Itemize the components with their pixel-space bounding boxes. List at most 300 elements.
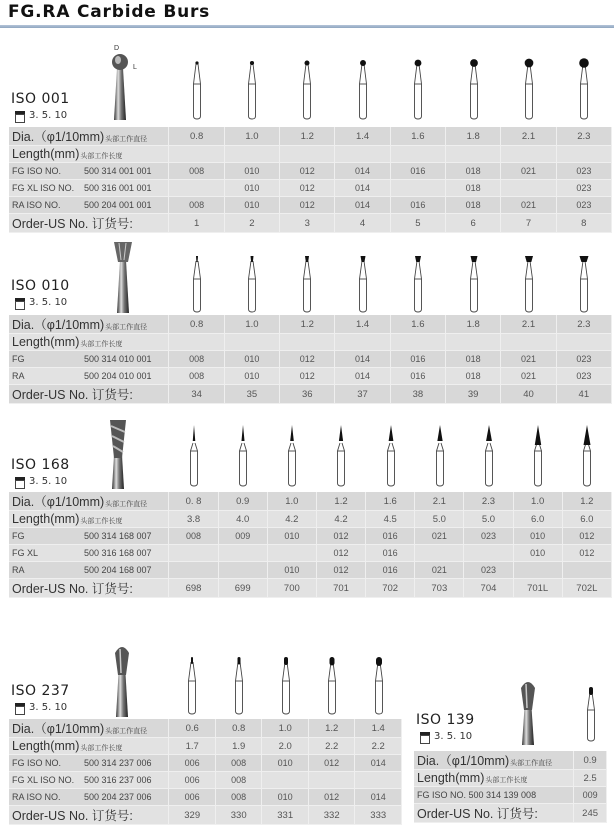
- pack-sizes: [14, 110, 67, 121]
- cell: 010: [224, 163, 279, 180]
- cell: [169, 146, 224, 163]
- iso-code: 500 204 168 007: [84, 565, 152, 575]
- iso-label: ISO 237: [11, 683, 70, 699]
- spec-table: [414, 751, 607, 823]
- cell: 1.7: [169, 738, 216, 755]
- cell: 021: [501, 351, 556, 368]
- cell: 4.2: [267, 511, 316, 528]
- length-row: [414, 770, 607, 787]
- cell: [355, 772, 402, 789]
- bur-drawing-icon: [466, 255, 482, 313]
- cell: 014: [355, 755, 402, 772]
- iso-number-row-label: [9, 163, 169, 180]
- cell: 008: [169, 163, 224, 180]
- cell: 1.6: [366, 492, 415, 511]
- cell: 010: [224, 180, 279, 197]
- cell: 698: [169, 579, 218, 598]
- cell: 702L: [562, 579, 611, 598]
- cell: 008: [169, 197, 224, 214]
- iso-number-row-label: [9, 789, 169, 806]
- cell: 014: [335, 351, 390, 368]
- iso-code: 500 314 001 001: [84, 166, 152, 176]
- cell: 4.0: [218, 511, 267, 528]
- cell: 703: [415, 579, 464, 598]
- bur-drawing-icon: [576, 58, 592, 120]
- cell: 0.6: [169, 719, 216, 738]
- dia-label: Dia.（φ1/10mm): [417, 754, 510, 768]
- dia-row-label: [9, 719, 169, 738]
- cell: 36: [280, 385, 335, 404]
- package-icon: [14, 111, 26, 121]
- cell: 012: [562, 528, 611, 545]
- iso-code: 500 316 237 006: [84, 775, 152, 785]
- cell: 245: [574, 804, 607, 823]
- length-row: [9, 146, 612, 163]
- cell: 6.0: [562, 511, 611, 528]
- cell: 39: [446, 385, 501, 404]
- cell: 1.4: [335, 315, 390, 334]
- cell: 014: [335, 368, 390, 385]
- iso-number-row: [9, 528, 612, 545]
- order-row: [9, 214, 612, 233]
- order-row-label: [414, 804, 574, 823]
- order-label: Order-US No. 订货号:: [12, 582, 133, 596]
- pack-sizes-text: 3. 5. 10: [434, 731, 473, 742]
- cell: [556, 146, 611, 163]
- order-label: Order-US No. 订货号:: [12, 388, 133, 402]
- iso-code: 500 314 168 007: [84, 531, 152, 541]
- iso-row-label: FG ISO NO.: [12, 758, 62, 768]
- bur-drawing-icon: [521, 255, 537, 313]
- iso-code: 500 204 010 001: [84, 371, 152, 381]
- spec-table: [9, 492, 612, 598]
- cell: 6: [446, 214, 501, 233]
- iso-row-label: FG: [12, 531, 25, 541]
- iso-label: ISO 139: [416, 712, 475, 728]
- iso-label: ISO 001: [11, 91, 70, 107]
- bur-drawing-icon: [576, 255, 592, 313]
- bur-drawing-icon: [186, 425, 202, 487]
- iso-number-row-label: [9, 545, 169, 562]
- iso-code: 500 314 010 001: [84, 354, 152, 364]
- dia-cn-label: 头部工作直径: [105, 501, 148, 508]
- cell: 014: [335, 180, 390, 197]
- cell: 010: [513, 528, 562, 545]
- length-cn-label: 头部工作长度: [80, 518, 123, 525]
- order-row-label: [9, 579, 169, 598]
- cell: 1.9: [215, 738, 262, 755]
- cell: 012: [316, 545, 365, 562]
- bur-drawing-icon: [189, 58, 205, 120]
- iso-number-row: [9, 180, 612, 197]
- cell: 023: [556, 163, 611, 180]
- package-icon: [14, 477, 26, 487]
- cell: [415, 545, 464, 562]
- cell: 008: [215, 772, 262, 789]
- bur-drawing-icon: [371, 656, 387, 715]
- order-row: [9, 579, 612, 598]
- cell: 40: [501, 385, 556, 404]
- length-row-label: [414, 770, 574, 787]
- iso-number-row: [9, 562, 612, 579]
- cell: 2.0: [262, 738, 309, 755]
- cell: 008: [169, 528, 218, 545]
- cell: 006: [169, 789, 216, 806]
- cell: 2: [224, 214, 279, 233]
- cell: 021: [415, 562, 464, 579]
- cell: 7: [501, 214, 556, 233]
- iso-row-label: RA: [12, 565, 25, 575]
- cell: 023: [556, 351, 611, 368]
- dia-row-label: [9, 492, 169, 511]
- bur-drawing-icon: [432, 425, 448, 487]
- cell: [280, 334, 335, 351]
- cell: 1.6: [390, 127, 445, 146]
- order-row: [9, 806, 402, 825]
- dia-row-label: [414, 751, 574, 770]
- cell: 41: [556, 385, 611, 404]
- cell: 016: [366, 562, 415, 579]
- dia-row: [9, 492, 612, 511]
- cell: 2.3: [556, 315, 611, 334]
- length-row-label: [9, 511, 169, 528]
- cell: 0.8: [169, 315, 224, 334]
- cell: 012: [316, 528, 365, 545]
- cell: 021: [501, 197, 556, 214]
- cell: 018: [446, 197, 501, 214]
- cell: [169, 334, 224, 351]
- cell: 023: [464, 528, 513, 545]
- iso-number-row-label: [9, 772, 169, 789]
- cell: [501, 146, 556, 163]
- pack-sizes-text: 3. 5. 10: [29, 702, 68, 713]
- cell: 012: [280, 368, 335, 385]
- iso-number-row: [9, 163, 612, 180]
- cell: 1: [169, 214, 224, 233]
- pack-sizes: [419, 731, 472, 742]
- cell: 016: [390, 368, 445, 385]
- cell: [335, 146, 390, 163]
- bur-drawing-icon: [278, 656, 294, 715]
- cell: [446, 334, 501, 351]
- iso-number-row: [9, 755, 402, 772]
- bur-drawing-icon: [284, 425, 300, 487]
- cell: 008: [169, 351, 224, 368]
- cell: 1.2: [280, 315, 335, 334]
- length-cn-label: 头部工作长度: [80, 341, 123, 348]
- cell: 1.2: [562, 492, 611, 511]
- cell: 2.1: [501, 315, 556, 334]
- cell: 3.8: [169, 511, 218, 528]
- cell: 38: [390, 385, 445, 404]
- pack-sizes: [14, 476, 67, 487]
- bur-drawing-icon: [521, 58, 537, 120]
- cell: 006: [169, 772, 216, 789]
- cell: 018: [446, 180, 501, 197]
- bur-drawing-icon: [299, 58, 315, 120]
- length-label: Length(mm): [417, 771, 485, 785]
- length-row-label: [9, 334, 169, 351]
- cell: 34: [169, 385, 224, 404]
- cell: 700: [267, 579, 316, 598]
- dia-label: Dia.（φ1/10mm): [12, 495, 105, 509]
- cell: [335, 334, 390, 351]
- cell: 701: [316, 579, 365, 598]
- iso-number-row-label: [9, 197, 169, 214]
- cell: 023: [464, 562, 513, 579]
- cell: 2.1: [415, 492, 464, 511]
- bur-drawing-icon: [299, 255, 315, 313]
- cell: 016: [366, 528, 415, 545]
- bur-photo: [100, 418, 136, 494]
- order-row-label: [9, 214, 169, 233]
- length-label: Length(mm): [12, 147, 80, 161]
- cell: [262, 772, 309, 789]
- cell: 1.2: [316, 492, 365, 511]
- cell: [218, 562, 267, 579]
- cell: 329: [169, 806, 216, 825]
- length-cn-label: 头部工作长度: [80, 745, 123, 752]
- length-row-label: [9, 146, 169, 163]
- cell: [224, 146, 279, 163]
- iso-number-row: [9, 197, 612, 214]
- cell: [513, 562, 562, 579]
- iso-row-label: FG XL: [12, 548, 39, 558]
- iso-code: 500 316 168 007: [84, 548, 152, 558]
- order-row-label: [9, 806, 169, 825]
- pack-sizes-text: 3. 5. 10: [29, 297, 68, 308]
- cell: [169, 562, 218, 579]
- length-label: Length(mm): [12, 512, 80, 526]
- dia-row: [9, 315, 612, 334]
- cell: 008: [215, 789, 262, 806]
- dia-row-label: [9, 315, 169, 334]
- cell: 37: [335, 385, 390, 404]
- spec-table: [9, 315, 612, 404]
- dia-row: [9, 127, 612, 146]
- cell: 1.0: [267, 492, 316, 511]
- iso-number-row-label: [9, 755, 169, 772]
- dimension-l-label: L: [133, 64, 137, 71]
- cell: 010: [224, 197, 279, 214]
- length-row-label: [9, 738, 169, 755]
- iso-row-label: RA: [12, 371, 25, 381]
- cell: 0.8: [215, 719, 262, 738]
- cell: 009: [574, 787, 607, 804]
- cell: 010: [267, 562, 316, 579]
- cell: 1.8: [446, 127, 501, 146]
- iso-number-row-label: [9, 528, 169, 545]
- cell: [169, 545, 218, 562]
- cell: 0. 8: [169, 492, 218, 511]
- order-row: [414, 804, 607, 823]
- bur-drawing-icon: [530, 425, 546, 487]
- iso-label: ISO 168: [11, 457, 70, 473]
- order-label: Order-US No. 订货号:: [12, 809, 133, 823]
- length-row: [9, 334, 612, 351]
- bur-drawing-icon: [324, 656, 340, 715]
- cell: 35: [224, 385, 279, 404]
- iso-row-label: RA ISO NO.: [12, 792, 61, 802]
- order-row-label: [9, 385, 169, 404]
- length-label: Length(mm): [12, 739, 80, 753]
- pack-sizes: [14, 702, 67, 713]
- cell: [446, 146, 501, 163]
- cell: 5.0: [415, 511, 464, 528]
- cell: 701L: [513, 579, 562, 598]
- cell: 009: [218, 528, 267, 545]
- cell: [280, 146, 335, 163]
- cell: 012: [562, 545, 611, 562]
- iso-number-row-label: [9, 562, 169, 579]
- cell: 012: [280, 197, 335, 214]
- iso-number-row: [9, 545, 612, 562]
- pack-sizes-text: 3. 5. 10: [29, 110, 68, 121]
- dia-cn-label: 头部工作直径: [510, 760, 553, 767]
- cell: 331: [262, 806, 309, 825]
- iso-code: 500 316 001 001: [84, 183, 152, 193]
- order-row: [9, 385, 612, 404]
- cell: 014: [355, 789, 402, 806]
- bur-photo: [100, 48, 140, 125]
- bur-photo: [518, 680, 538, 750]
- cell: 1.0: [224, 315, 279, 334]
- cell: 5.0: [464, 511, 513, 528]
- bur-drawing-icon: [235, 425, 251, 487]
- bur-drawing-icon: [355, 255, 371, 313]
- dia-cn-label: 头部工作直径: [105, 728, 148, 735]
- cell: 1.0: [262, 719, 309, 738]
- cell: 2.5: [574, 770, 607, 787]
- bur-photo: [108, 240, 138, 318]
- iso-number-row: [9, 772, 402, 789]
- cell: 012: [308, 755, 355, 772]
- iso-row-label: FG: [12, 354, 25, 364]
- cell: 704: [464, 579, 513, 598]
- cell: 021: [415, 528, 464, 545]
- cell: 018: [446, 368, 501, 385]
- bur-drawing-icon: [481, 425, 497, 487]
- cell: 0.9: [218, 492, 267, 511]
- bur-drawing-icon: [184, 656, 200, 715]
- cell: [218, 545, 267, 562]
- dia-cn-label: 头部工作直径: [105, 136, 148, 143]
- cell: [556, 334, 611, 351]
- iso-number-row-label: [414, 787, 574, 804]
- cell: 016: [390, 163, 445, 180]
- cell: 016: [366, 545, 415, 562]
- cell: 0.9: [574, 751, 607, 770]
- length-label: Length(mm): [12, 335, 80, 349]
- cell: 023: [556, 180, 611, 197]
- cell: 332: [308, 806, 355, 825]
- cell: 1.0: [513, 492, 562, 511]
- cell: 0.8: [169, 127, 224, 146]
- cell: 699: [218, 579, 267, 598]
- cell: 5: [390, 214, 445, 233]
- cell: 016: [390, 351, 445, 368]
- cell: 012: [280, 163, 335, 180]
- cell: 1.2: [308, 719, 355, 738]
- cell: [390, 334, 445, 351]
- iso-row-label: FG ISO NO. 500 314 139 008: [417, 790, 537, 800]
- iso-code: 500 314 237 006: [84, 758, 152, 768]
- iso-number-row: [414, 787, 607, 804]
- bur-drawing-icon: [579, 425, 595, 487]
- cell: 1.6: [390, 315, 445, 334]
- pack-sizes: [14, 297, 67, 308]
- cell: 012: [280, 351, 335, 368]
- iso-number-row-label: [9, 351, 169, 368]
- iso-row-label: FG XL ISO NO.: [12, 775, 75, 785]
- cell: 008: [215, 755, 262, 772]
- iso-row-label: FG XL ISO NO.: [12, 183, 75, 193]
- cell: 2.3: [464, 492, 513, 511]
- title-divider: [0, 25, 614, 28]
- cell: 010: [267, 528, 316, 545]
- cell: 012: [308, 789, 355, 806]
- cell: 1.4: [335, 127, 390, 146]
- package-icon: [14, 703, 26, 713]
- cell: 1.4: [355, 719, 402, 738]
- iso-number-row: [9, 368, 612, 385]
- bur-drawing-icon: [244, 58, 260, 120]
- cell: 330: [215, 806, 262, 825]
- cell: [390, 146, 445, 163]
- cell: 010: [262, 789, 309, 806]
- cell: 010: [513, 545, 562, 562]
- cell: 014: [335, 197, 390, 214]
- dia-label: Dia.（φ1/10mm): [12, 722, 105, 736]
- bur-drawing-icon: [466, 58, 482, 120]
- cell: [169, 180, 224, 197]
- cell: 018: [446, 351, 501, 368]
- iso-number-row-label: [9, 180, 169, 197]
- iso-number-row: [9, 789, 402, 806]
- iso-code: 500 204 001 001: [84, 200, 152, 210]
- length-cn-label: 头部工作长度: [80, 153, 123, 160]
- order-label: Order-US No. 订货号:: [12, 217, 133, 231]
- dia-cn-label: 头部工作直径: [105, 324, 148, 331]
- pack-sizes-text: 3. 5. 10: [29, 476, 68, 487]
- bur-drawing-icon: [383, 425, 399, 487]
- bur-drawing-icon: [583, 686, 599, 742]
- cell: 006: [169, 755, 216, 772]
- spec-table: [9, 719, 402, 825]
- length-row: [9, 511, 612, 528]
- cell: 2.1: [501, 127, 556, 146]
- cell: [562, 562, 611, 579]
- cell: 1.8: [446, 315, 501, 334]
- iso-number-row-label: [9, 368, 169, 385]
- cell: 014: [335, 163, 390, 180]
- spec-table: [9, 127, 612, 233]
- bur-drawing-icon: [355, 58, 371, 120]
- bur-drawing-icon: [231, 656, 247, 715]
- cell: 1.0: [224, 127, 279, 146]
- cell: [267, 545, 316, 562]
- cell: 010: [224, 368, 279, 385]
- cell: 2.3: [556, 127, 611, 146]
- cell: 3: [280, 214, 335, 233]
- cell: [308, 772, 355, 789]
- bur-drawing-icon: [244, 255, 260, 313]
- cell: 1.2: [280, 127, 335, 146]
- cell: 2.2: [355, 738, 402, 755]
- cell: 018: [446, 163, 501, 180]
- cell: 010: [224, 351, 279, 368]
- cell: [501, 180, 556, 197]
